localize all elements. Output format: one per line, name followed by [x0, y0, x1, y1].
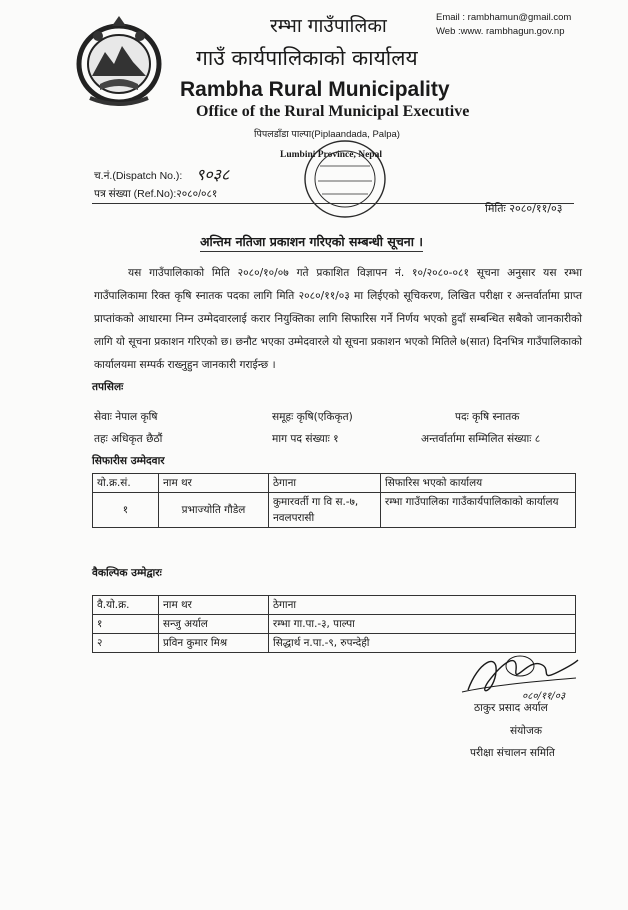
- dispatch-stamp-icon: [300, 136, 390, 222]
- table-header-cell: वै.यो.क्र.: [93, 596, 159, 615]
- table-cell: सिद्धार्थ न.पा.-९, रुपन्देही: [269, 634, 576, 653]
- table-cell: २: [93, 634, 159, 653]
- letter-date: मितिः २०८०/११/०३: [485, 202, 563, 215]
- notice-body-text: यस गाउँपालिकाको मिति २०८०/१०/०७ गते प्रकाशित विज्ञापन नं. १०/२०८०-०८१ सूचना अनुसार यस रम्भा गाउँपालिकामा रिक्त कृषि स्नातक पदका लागि मिति २०८०/११/०३ मा लिईएको सूचिकरण, लिखित परीक्षा र अन्तर्वार्तामा प्राप्त प्राप्तांकको आधारमा निम्न उम्मेदवारलाई करार नियुक्तिका लागि सिफारिस गर्ने निर्णय भएको हुदाँ सम्बन्धित सबैको जानकारीको लागि यो सूचना प्रकाशन गरिएको छ। छनौट भएका उम्मेदवारले यो सूचना प्रकाशन भएको मितिले ७(सात) दिनभित्र गाउँपालिकाको कार्यालयमा सम्पर्क राख्नुहुन जानकारी गराईन्छ ।: [94, 267, 582, 371]
- post-field: पदः कृषि स्नातक: [455, 411, 520, 423]
- details-heading: तपसिलः: [92, 381, 124, 393]
- reference-number: पत्र संख्या (Ref.No):२०८०/०८१: [94, 188, 218, 200]
- table-cell: प्रविन कुमार मिश्र: [159, 634, 269, 653]
- signatory-name: ठाकुर प्रसाद अर्याल: [474, 702, 548, 714]
- dispatch-number: ९०३८: [196, 165, 230, 184]
- table-cell: १: [93, 615, 159, 634]
- interview-count-field: अन्तर्वार्तामा सम्मिलित संख्याः ८: [421, 433, 541, 445]
- service-field: सेवाः नेपाल कृषि: [94, 411, 158, 423]
- table-header-cell: ठेगाना: [269, 596, 576, 615]
- notice-subject: अन्तिम नतिजा प्रकाशन गरिएको सम्बन्धी सूचना ।: [200, 233, 423, 252]
- table-header-cell: नाम थर: [159, 474, 269, 493]
- municipality-name-nepali: रम्भा गाउँपालिका: [270, 15, 387, 37]
- address-line-2: Lumbini Province, Nepal: [280, 150, 382, 160]
- dispatch-label: च.नं.(Dispatch No.):: [94, 170, 183, 182]
- office-name-nepali: गाउँ कार्यपालिकाको कार्यालय: [196, 46, 418, 70]
- table-row: [93, 615, 576, 634]
- table-header-cell: सिफारिस भएको कार्यालय: [381, 474, 576, 493]
- signature-date: ०८०/११/०३: [522, 691, 566, 702]
- email-text: Email : rambhamun@gmail.com: [436, 12, 572, 23]
- table-cell: १: [93, 493, 159, 528]
- table-header-cell: ठेगाना: [269, 474, 381, 493]
- signatory-role: संयोजक: [510, 725, 543, 737]
- group-field: समूहः कृषि(एकिकृत): [272, 411, 353, 423]
- demand-field: माग पद संख्याः १: [272, 433, 339, 445]
- table-cell: प्रभाज्योति गौडेल: [159, 493, 269, 528]
- table-cell: सन्जु अर्याल: [159, 615, 269, 634]
- notice-body: [94, 262, 582, 377]
- web-text: Web :www. rambhagun.gov.np: [436, 26, 565, 37]
- recommended-heading: सिफारीस उम्मेदवार: [92, 455, 165, 467]
- nepal-emblem-icon: [70, 14, 168, 106]
- table-header-cell: नाम थर: [159, 596, 269, 615]
- table-header-row: [93, 596, 576, 615]
- alternate-heading: वैकल्पिक उम्मेद्वारः: [92, 567, 162, 579]
- table-cell: रम्भा गा.पा.-३, पाल्पा: [269, 615, 576, 634]
- contact-info: [436, 11, 571, 39]
- table-row: [93, 493, 576, 528]
- address-line-1: पिपलडाँडा पाल्पा(Piplaandada, Palpa): [254, 129, 400, 140]
- table-cell: रम्भा गाउँपालिका गाउँकार्यपालिकाको कार्यालय: [381, 493, 576, 528]
- municipality-name-english: Rambha Rural Municipality: [180, 78, 450, 101]
- signatory-committee: परीक्षा संचालन समिति: [470, 747, 555, 759]
- office-name-english: Office of the Rural Municipal Executive: [196, 103, 470, 120]
- recommended-table: [92, 473, 576, 528]
- table-header-cell: यो.क्र.सं.: [93, 474, 159, 493]
- level-field: तहः अधिकृत छैठौं: [94, 433, 163, 445]
- table-header-row: [93, 474, 576, 493]
- table-cell: कुमारवर्ती गा वि स.-७, नवलपरासी: [269, 493, 381, 528]
